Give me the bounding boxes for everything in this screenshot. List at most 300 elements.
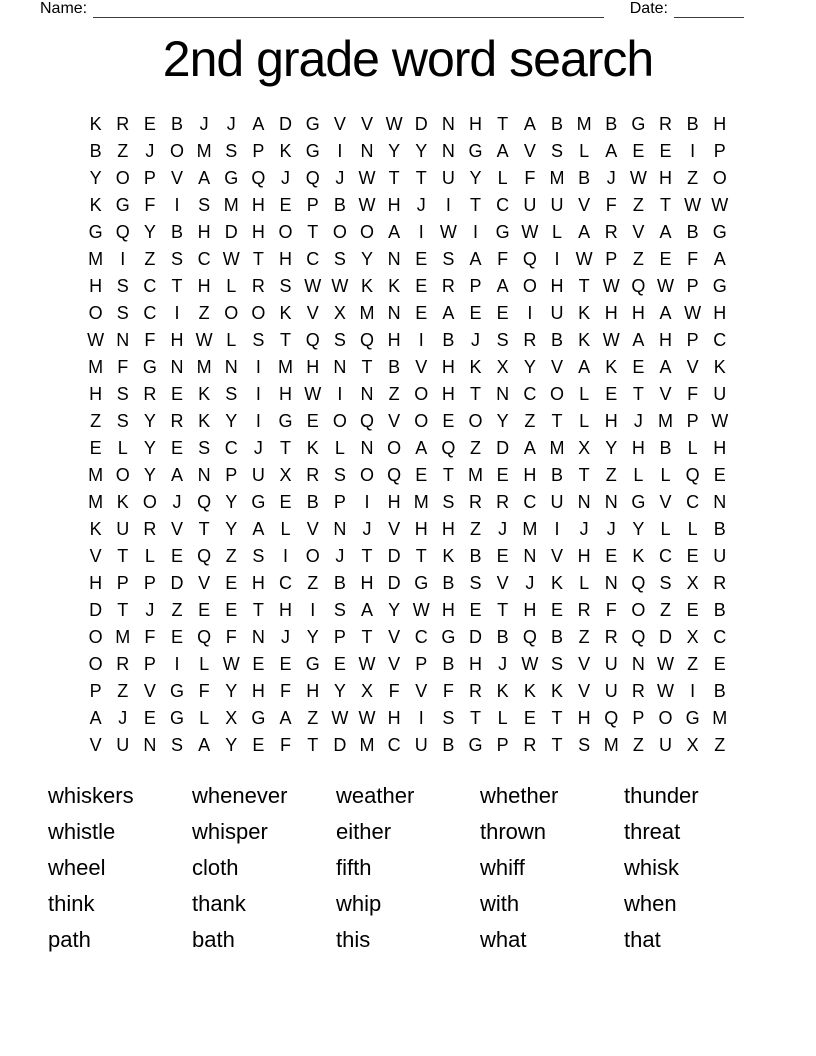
grid-cell: F: [687, 249, 699, 269]
grid-cell: I: [255, 411, 261, 431]
grid-cell: E: [659, 141, 672, 161]
grid-cell: L: [551, 222, 562, 242]
grid-cell: V: [578, 195, 591, 215]
grid-cell: Y: [605, 438, 618, 458]
grid-cell: M: [712, 708, 728, 728]
grid-cell: C: [523, 384, 537, 404]
grid-cell: S: [333, 600, 346, 620]
grid-cell: N: [441, 141, 455, 161]
grid-cell: E: [632, 141, 645, 161]
grid-cell: M: [658, 411, 674, 431]
grid-cell: E: [496, 546, 509, 566]
grid-cell: V: [550, 546, 563, 566]
grid-cell: B: [496, 627, 509, 647]
grid-cell: P: [686, 411, 699, 431]
grid-cell: E: [713, 465, 726, 485]
grid-cell: J: [362, 519, 372, 539]
grid-cell: M: [576, 114, 592, 134]
grid-cell: M: [88, 465, 104, 485]
grid-cell: T: [361, 546, 373, 566]
grid-cell: M: [359, 735, 375, 755]
grid-cell: V: [659, 384, 672, 404]
grid-cell: L: [334, 438, 345, 458]
grid-cell: B: [605, 114, 618, 134]
grid-cell: C: [496, 195, 510, 215]
word-item: threat: [624, 819, 681, 844]
grid-cell: I: [690, 681, 696, 701]
grid-cell: H: [713, 114, 727, 134]
grid-cell: X: [279, 465, 292, 485]
grid-cell: H: [306, 357, 320, 377]
grid-cell: L: [660, 519, 671, 539]
grid-cell: J: [281, 168, 291, 188]
grid-cell: B: [442, 735, 455, 755]
grid-cell: A: [713, 249, 726, 269]
grid-cell: Q: [441, 438, 456, 458]
grid-cell: A: [252, 519, 265, 539]
grid-cell: I: [255, 357, 261, 377]
grid-cell: Q: [305, 168, 320, 188]
grid-cell: S: [333, 465, 346, 485]
grid-cell: E: [686, 600, 699, 620]
grid-cell: Q: [359, 411, 374, 431]
grid-cell: K: [550, 573, 563, 593]
grid-cell: K: [306, 438, 319, 458]
grid-cell: Q: [251, 168, 266, 188]
grid-cell: A: [496, 141, 509, 161]
grid-cell: G: [631, 114, 646, 134]
grid-cell: E: [550, 600, 563, 620]
grid-cell: J: [579, 519, 589, 539]
grid-cell: F: [144, 627, 156, 647]
grid-cell: G: [305, 654, 320, 674]
grid-cell: M: [88, 492, 104, 512]
grid-cell: P: [632, 708, 645, 728]
grid-cell: H: [387, 492, 401, 512]
grid-cell: A: [415, 438, 428, 458]
grid-cell: R: [604, 627, 618, 647]
grid-cell: J: [118, 708, 128, 728]
grid-cell: I: [174, 654, 180, 674]
grid-cell: I: [174, 303, 180, 323]
grid-cell: I: [255, 384, 261, 404]
grid-cell: W: [331, 276, 349, 296]
grid-cell: A: [659, 357, 672, 377]
grid-cell: C: [387, 735, 401, 755]
grid-cell: M: [413, 492, 429, 512]
grid-cell: G: [169, 708, 184, 728]
grid-cell: X: [686, 573, 699, 593]
grid-cell: T: [415, 168, 427, 188]
word-item: whisper: [192, 819, 268, 844]
grid-cell: Z: [524, 411, 536, 431]
grid-cell: V: [415, 357, 428, 377]
grid-cell: Z: [660, 600, 672, 620]
grid-cell: E: [306, 411, 319, 431]
grid-cell: S: [550, 141, 563, 161]
grid-cell: C: [686, 492, 700, 512]
grid-cell: E: [632, 357, 645, 377]
grid-cell: H: [197, 222, 211, 242]
grid-cell: H: [414, 519, 428, 539]
grid-cell: V: [306, 519, 319, 539]
grid-cell: N: [333, 519, 347, 539]
grid-cell: L: [579, 411, 590, 431]
grid-cell: A: [605, 141, 618, 161]
grid-cell: E: [333, 654, 346, 674]
grid-cell: E: [523, 708, 536, 728]
grid-cell: Y: [388, 600, 401, 620]
grid-cell: H: [387, 708, 401, 728]
word-item: wheel: [48, 855, 106, 880]
grid-cell: O: [332, 222, 347, 242]
grid-cell: C: [713, 627, 727, 647]
grid-cell: K: [198, 384, 211, 404]
grid-cell: H: [89, 384, 103, 404]
grid-cell: I: [364, 492, 370, 512]
grid-cell: W: [657, 654, 675, 674]
grid-cell: J: [172, 492, 182, 512]
grid-cell: Z: [687, 168, 699, 188]
grid-cell: W: [684, 195, 702, 215]
grid-cell: F: [497, 249, 509, 269]
grid-cell: Y: [306, 627, 319, 647]
grid-cell: W: [358, 195, 376, 215]
grid-cell: H: [604, 411, 618, 431]
grid-cell: A: [198, 735, 211, 755]
grid-cell: E: [89, 438, 102, 458]
grid-cell: I: [690, 141, 696, 161]
grid-cell: W: [711, 195, 729, 215]
grid-cell: T: [117, 600, 129, 620]
grid-cell: M: [522, 519, 538, 539]
grid-cell: W: [602, 276, 620, 296]
grid-cell: K: [496, 681, 509, 701]
grid-cell: Y: [632, 519, 645, 539]
page-title: 2nd grade word search: [162, 31, 654, 87]
grid-cell: P: [496, 735, 509, 755]
grid-cell: M: [603, 735, 619, 755]
grid-cell: V: [170, 519, 183, 539]
grid-cell: H: [89, 276, 103, 296]
grid-cell: Q: [115, 222, 130, 242]
grid-cell: N: [387, 303, 401, 323]
grid-cell: J: [416, 195, 426, 215]
grid-cell: K: [198, 411, 211, 431]
grid-cell: A: [578, 357, 591, 377]
grid-cell: K: [116, 492, 129, 512]
grid-cell: Z: [117, 141, 129, 161]
grid-cell: T: [280, 330, 292, 350]
grid-cell: H: [577, 546, 591, 566]
grid-cell: W: [657, 276, 675, 296]
grid-cell: X: [225, 708, 238, 728]
grid-cell: T: [361, 357, 373, 377]
grid-cell: H: [713, 303, 727, 323]
grid-cell: Z: [578, 627, 590, 647]
grid-cell: Q: [522, 627, 537, 647]
grid-cell: W: [358, 654, 376, 674]
grid-cell: S: [116, 276, 129, 296]
grid-cell: W: [195, 330, 213, 350]
grid-cell: S: [333, 249, 346, 269]
grid-cell: A: [659, 222, 672, 242]
grid-cell: U: [713, 384, 727, 404]
grid-cell: E: [252, 654, 265, 674]
grid-cell: N: [116, 330, 130, 350]
grid-cell: W: [358, 708, 376, 728]
grid-cell: Y: [143, 438, 156, 458]
grid-cell: L: [199, 708, 210, 728]
grid-cell: J: [199, 114, 209, 134]
word-item: thrown: [480, 819, 547, 844]
grid-cell: C: [414, 627, 428, 647]
grid-cell: S: [578, 735, 591, 755]
grid-cell: S: [225, 141, 238, 161]
grid-cell: K: [89, 114, 102, 134]
grid-cell: R: [631, 681, 645, 701]
word-item: what: [480, 927, 527, 952]
grid-cell: I: [283, 546, 289, 566]
grid-cell: B: [89, 141, 102, 161]
grid-cell: F: [524, 168, 536, 188]
grid-cell: S: [469, 573, 482, 593]
grid-cell: O: [332, 411, 347, 431]
grid-cell: G: [305, 141, 320, 161]
grid-cell: E: [143, 114, 156, 134]
grid-cell: P: [469, 276, 482, 296]
grid-cell: G: [115, 195, 130, 215]
grid-cell: T: [551, 708, 563, 728]
grid-cell: X: [496, 357, 509, 377]
grid-cell: Q: [631, 573, 646, 593]
grid-cell: H: [604, 303, 618, 323]
grid-cell: H: [713, 438, 727, 458]
grid-cell: U: [604, 654, 618, 674]
grid-cell: N: [360, 438, 374, 458]
grid-cell: S: [252, 546, 265, 566]
grid-cell: Y: [143, 465, 156, 485]
word-item: fifth: [336, 855, 372, 880]
grid-cell: O: [115, 168, 130, 188]
grid-cell: K: [713, 357, 726, 377]
grid-cell: Q: [387, 465, 402, 485]
grid-cell: E: [415, 276, 428, 296]
grid-cell: N: [360, 141, 374, 161]
grid-cell: Y: [89, 168, 102, 188]
grid-cell: Q: [197, 627, 212, 647]
grid-cell: W: [657, 681, 675, 701]
grid-cell: E: [170, 546, 183, 566]
grid-cell: B: [306, 492, 319, 512]
grid-cell: H: [89, 573, 103, 593]
word-item: bath: [192, 927, 235, 952]
grid-cell: E: [225, 600, 238, 620]
grid-cell: O: [414, 384, 429, 404]
grid-cell: N: [496, 384, 510, 404]
grid-cell: W: [412, 600, 430, 620]
grid-cell: V: [632, 222, 645, 242]
grid-cell: W: [304, 276, 322, 296]
grid-cell: R: [469, 492, 483, 512]
grid-cell: W: [711, 411, 729, 431]
grid-cell: P: [116, 573, 129, 593]
grid-cell: V: [170, 168, 183, 188]
grid-cell: A: [659, 303, 672, 323]
grid-cell: A: [252, 114, 265, 134]
grid-cell: E: [686, 546, 699, 566]
grid-cell: G: [142, 357, 157, 377]
grid-cell: M: [468, 465, 484, 485]
grid-cell: O: [468, 411, 483, 431]
grid-cell: A: [632, 330, 645, 350]
grid-cell: F: [442, 681, 454, 701]
grid-cell: B: [713, 681, 726, 701]
grid-cell: L: [687, 519, 698, 539]
word-item: that: [624, 927, 661, 952]
grid-cell: D: [387, 546, 401, 566]
grid-cell: L: [226, 330, 237, 350]
grid-cell: L: [660, 465, 671, 485]
grid-cell: U: [116, 735, 130, 755]
grid-cell: T: [307, 735, 319, 755]
name-label: Name:: [40, 0, 88, 17]
grid-cell: X: [686, 627, 699, 647]
grid-cell: I: [527, 303, 533, 323]
grid-cell: A: [198, 168, 211, 188]
grid-cell: E: [496, 303, 509, 323]
grid-cell: S: [116, 303, 129, 323]
grid-cell: C: [143, 276, 157, 296]
grid-cell: T: [117, 546, 129, 566]
grid-cell: O: [169, 141, 184, 161]
grid-cell: T: [470, 384, 482, 404]
grid-cell: P: [143, 168, 156, 188]
grid-cell: K: [442, 546, 455, 566]
grid-cell: L: [144, 546, 155, 566]
grid-cell: H: [251, 195, 265, 215]
grid-cell: P: [143, 654, 156, 674]
grid-cell: H: [631, 303, 645, 323]
grid-cell: O: [631, 600, 646, 620]
grid-cell: E: [496, 465, 509, 485]
grid-cell: E: [713, 654, 726, 674]
grid-cell: F: [687, 384, 699, 404]
grid-cell: E: [659, 249, 672, 269]
grid-cell: J: [633, 411, 643, 431]
grid-cell: V: [578, 681, 591, 701]
grid-cell: Z: [90, 411, 102, 431]
grid-cell: J: [281, 627, 291, 647]
date-label: Date:: [629, 0, 668, 17]
grid-cell: I: [418, 330, 424, 350]
grid-cell: T: [171, 276, 183, 296]
grid-cell: P: [143, 573, 156, 593]
grid-cell: F: [388, 681, 400, 701]
grid-cell: O: [251, 303, 266, 323]
grid-cell: D: [469, 627, 483, 647]
grid-cell: P: [225, 465, 238, 485]
grid-cell: A: [360, 600, 373, 620]
grid-cell: E: [170, 438, 183, 458]
grid-cell: I: [174, 195, 180, 215]
grid-cell: I: [554, 519, 560, 539]
grid-cell: P: [686, 330, 699, 350]
grid-cell: Y: [333, 681, 346, 701]
grid-cell: F: [144, 195, 156, 215]
grid-cell: Q: [631, 627, 646, 647]
grid-cell: T: [470, 708, 482, 728]
grid-cell: B: [686, 114, 699, 134]
grid-cell: L: [633, 465, 644, 485]
grid-cell: I: [473, 222, 479, 242]
grid-cell: H: [631, 438, 645, 458]
grid-cell: S: [116, 411, 129, 431]
grid-cell: H: [197, 276, 211, 296]
grid-cell: W: [602, 330, 620, 350]
grid-cell: G: [169, 681, 184, 701]
grid-cell: E: [605, 546, 618, 566]
grid-cell: H: [523, 600, 537, 620]
grid-cell: N: [143, 735, 157, 755]
grid-cell: H: [659, 168, 673, 188]
grid-cell: Z: [632, 249, 644, 269]
grid-cell: S: [659, 573, 672, 593]
grid-cell: R: [659, 114, 673, 134]
grid-cell: E: [170, 384, 183, 404]
grid-cell: S: [225, 384, 238, 404]
grid-cell: J: [606, 168, 616, 188]
grid-cell: Q: [197, 546, 212, 566]
grid-cell: L: [579, 384, 590, 404]
grid-cell: B: [333, 195, 346, 215]
grid-cell: W: [385, 114, 403, 134]
grid-cell: V: [659, 492, 672, 512]
grid-cell: E: [442, 411, 455, 431]
grid-cell: H: [441, 357, 455, 377]
grid-cell: Z: [144, 249, 156, 269]
grid-cell: P: [333, 492, 346, 512]
grid-cell: T: [497, 600, 509, 620]
grid-cell: S: [496, 330, 509, 350]
grid-cell: T: [415, 546, 427, 566]
grid-cell: D: [496, 438, 510, 458]
word-item: whistle: [48, 819, 116, 844]
grid-cell: G: [278, 411, 293, 431]
grid-cell: E: [415, 303, 428, 323]
grid-cell: R: [496, 492, 510, 512]
grid-cell: G: [441, 627, 456, 647]
grid-cell: Z: [605, 465, 617, 485]
grid-cell: Z: [117, 681, 129, 701]
grid-cell: R: [441, 276, 455, 296]
grid-cell: H: [360, 573, 374, 593]
grid-cell: V: [415, 681, 428, 701]
grid-cell: Y: [225, 492, 238, 512]
grid-cell: H: [251, 222, 265, 242]
grid-cell: W: [439, 222, 457, 242]
grid-cell: K: [279, 303, 292, 323]
grid-cell: O: [522, 276, 537, 296]
word-item: think: [48, 891, 95, 916]
grid-cell: K: [89, 519, 102, 539]
grid-cell: P: [415, 654, 428, 674]
grid-cell: Z: [470, 519, 482, 539]
grid-cell: B: [442, 330, 455, 350]
grid-cell: J: [145, 600, 155, 620]
grid-cell: F: [144, 330, 156, 350]
grid-cell: Y: [225, 681, 238, 701]
